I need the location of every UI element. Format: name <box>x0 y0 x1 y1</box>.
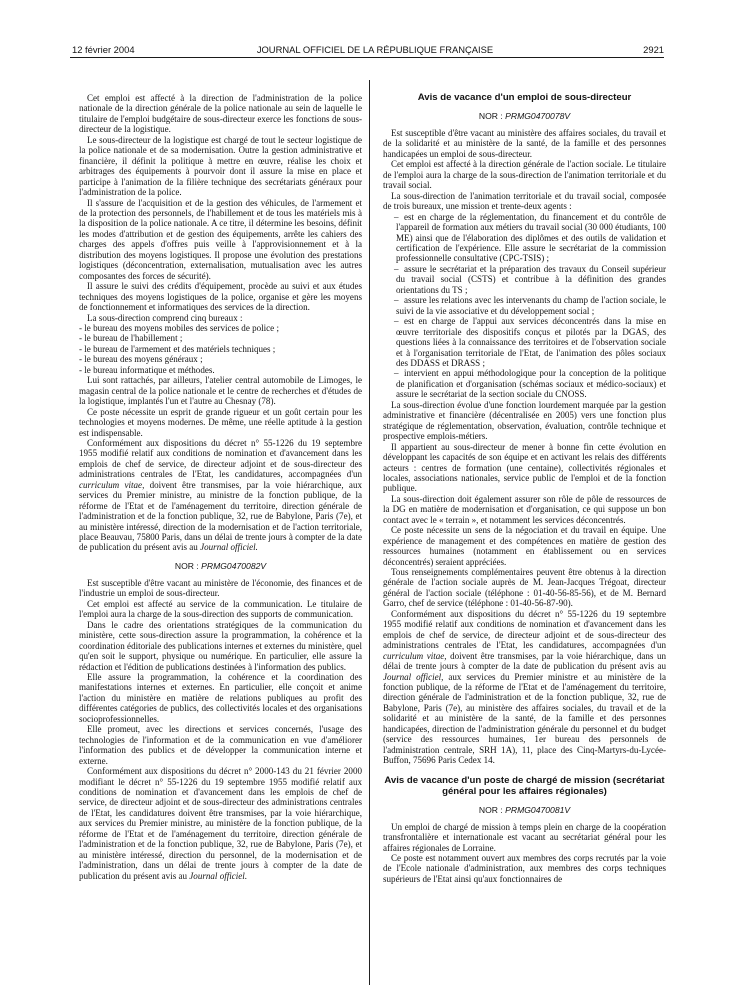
paragraph: Lui sont rattachés, par ailleurs, l'atelier central automobile de Limoges, le magasin central de la police nationale et le centre de recherches et d'études de la logistique, implantés l'un et l'autre au Chesnay (78). <box>79 375 362 407</box>
list-item: - le bureau informatique et méthodes. <box>79 364 215 375</box>
text-span: doivent être transmises, par la voie hiérarchique, aux services du Premier ministre, au ministre de la fonction publique, de la réforme de l'Etat et de l'aménagement du territoire, direction générale de l'administration et de la fonction publique, 32, rue de Babylone, Paris (7e), et au ministère intéressé, direction de la modernisation et de l'action territoriale, place Beauvau, 75800 Paris, dans un délai de trente jours à compter de la date de publication du présent avis au <box>79 479 362 553</box>
paragraph: Est susceptible d'être vacant au ministère des affaires sociales, du travail et de la solidarité et au ministère de la santé, de la famille et des personnes handicapées un emploi de sous-directeur. <box>383 128 666 159</box>
paragraph: La sous-direction comprend cinq bureaux : <box>87 312 243 323</box>
list-item: - le bureau de l'armement et des matériels techniques ; <box>79 343 276 354</box>
paragraph: Elle assure la programmation, la cohérence et la coordination des manifestations internes et externes. En particulier, elle conçoit et anime l'action du ministère en matière de relations publiques au profit des différentes catégories de publics, des collectivités locales et des organisations socioprofessionnelles. <box>79 672 362 724</box>
list-item: – est en charge de l'appui aux services déconcentrés dans la mise en œuvre territoriale des dispositifs conçus et pilotés par la DGAS, des questions liées à la connaissance des territoires et de l'observation sociale et à l'organisation territoriale de l'Etat, de l'animation des pôles sociaux des DDASS et DRASS ; <box>383 316 666 368</box>
italic-span: Journal officiel. <box>200 542 258 553</box>
candidature-paragraph <box>79 438 362 553</box>
candidature-paragraph <box>79 766 362 881</box>
text-span: Conformément aux dispositions du décret n° 55-1226 du 19 septembre 1955 modifié relatif aux conditions de nomination et d'avancement dans les emplois de chef de service, de directeur adjoint et de sous-directeur des administrations centrales de l'Etat, les candidatures, accompagnées d'un <box>79 437 362 480</box>
text-span: aux services du Premier ministre et au ministère de la fonction publique, de la réforme de l'Etat et de l'aménagement du territoire, direction générale de l'administration et de la fonction publique, 32, rue de Babylone, Paris (7e), au ministère des affaires sociales, du travail et de la solidarité et au ministère de la santé, de la famille et des personnes handicapées, direction de l'administration générale du personnel et du budget (service des ressources humaines, 1er bureau des personnels de l'administration centrale, SRH 1A), 11, place des Cinq-Martyrs-du-Lycée-Buffon, 75696 Paris Cedex 14. <box>383 671 666 766</box>
text-span: Conformément aux dispositions du décret n° 55-1226 du 19 septembre 1955 modifié relatif aux conditions de nomination et d'avancement dans les emplois de chef de service, de directeur adjoint et de sous-directeur des administrations centrales de l'Etat, les candidatures, accompagnées d'un <box>383 608 666 651</box>
notice-title: Avis de vacance d'un emploi de sous-directeur <box>417 92 632 103</box>
notice-title: Avis de vacance d'un poste de chargé de mission (secrétariat général pour les affaires régionales) <box>384 774 665 797</box>
paragraph: Il s'assure de l'acquisition et de la gestion des véhicules, de l'armement et de la protection des personnels, de l'habillement et de tous les matériels mis à la disposition de la police nationale. A ce titre, il détermine les besoins, définit les modes d'attribution et de gestion des équipements, arrête les cahiers des charges des appels d'offres puis veille à l'approvisionnement et à la distribution des moyens logistiques. Il propose une évolution des prestations logistiques (déconcentration, externalisation, mutualisation avec les autres composantes des forces de sécurité). <box>79 197 362 281</box>
column-divider <box>369 80 370 985</box>
nor-code: PRMG0470081V <box>505 804 571 815</box>
paragraph: Ce poste est notamment ouvert aux membres des corps recrutés par la voie de l'Ecole nationale d'administration, aux membres des corps techniques supérieurs de l'Etat ainsi qu'aux fonctionnaires de <box>383 853 666 884</box>
paragraph: Cet emploi est affecté à la direction de l'administration de la police nationale de la direction générale de la police nationale au sein de laquelle le titulaire de l'emploi budgétaire de sous-directeur exerce les fonctions de sous-directeur de la logistique. <box>79 93 362 135</box>
list-item: – intervient en appui méthodologique pour la conception de la politique de planification et d'organisation (schémas sociaux et médico-sociaux) et assure le secrétariat de la section sociale du CNOSS. <box>383 368 666 399</box>
italic-span: Journal officiel, <box>383 671 444 682</box>
text-span: Conformément aux dispositions du décret n° 2000-143 du 21 février 2000 modifiant le décret n° 55-1226 du 19 septembre 1955 modifié relatif aux conditions de nomination et d'avancement dans les emplois de chef de service, de directeur adjoint et de sous-directeur des administrations centrales de l'Etat, les candidatures doivent être transmises, par la voie hiérarchique, aux services du Premier ministre, au ministère de la fonction publique, de la réforme de l'Etat et de l'aménagement du territoire, direction générale de l'administration et de la fonction publique, 32, rue de Babylone, Paris (7e), et au ministère intéressé, direction du personnel, de la modernisation et de l'administration, dans un délai de trente jours à compter de la date de publication du présent avis au <box>79 766 362 881</box>
paragraph: Cet emploi est affecté à la direction générale de l'action sociale. Le titulaire de l'emploi aura la charge de la sous-direction de l'animation territoriale et du travail social. <box>383 159 666 191</box>
list-item: – assure le secrétariat et la préparation des travaux du Conseil supérieur du travail social (CSTS) et contribue à la définition des grandes orientations du TS ; <box>383 264 666 295</box>
paragraph: Dans le cadre des orientations stratégiques de la communication du ministère, cette sous-direction assure la programmation, la cohérence et la coordination éditoriale des publications internes et externes du ministère, quel qu'en soit le support, physique ou numérique. En particulier, elle assure la rédaction et l'édition de publications destinées à l'information des publics. <box>79 619 362 672</box>
paragraph: Ce poste nécessite un esprit de grande rigueur et un goût certain pour les technologies et moyens modernes. De même, une réelle aptitude à la gestion est indispensable. <box>79 406 362 438</box>
nor-code: PRMG0470082V <box>201 560 267 571</box>
paragraph: Ce poste nécessite un sens de la négociation et du travail en équipe. Une expérience de management et des compétences en matière de gestion des ressources humaines (notamment en établissement ou en services déconcentrés) seraient appréciées. <box>383 525 666 567</box>
italic-span: curriculum vitae, <box>79 479 145 490</box>
paragraph: Il assure le suivi des crédits d'équipement, procède au suivi et aux études techniques des moyens logistiques de la police, organise et gère les moyens de fonctionnement et informatiques des services de la direction. <box>79 281 362 313</box>
nor-label: NOR : <box>478 111 506 121</box>
header-page-number: 2921 <box>643 44 664 55</box>
paragraph: Un emploi de chargé de mission à temps plein en charge de la coopération transfrontalière et internationale est vacant au secrétariat général pour les affaires régionales de Lorraine. <box>383 821 666 853</box>
header-date: 12 février 2004 <box>72 44 135 55</box>
list-item: - le bureau des moyens mobiles des services de police ; <box>79 322 279 333</box>
paragraph: La sous-direction doit également assurer son rôle de pôle de ressources de la DG en matière de modernisation et d'organisation, ce qui suppose un bon contact avec le « terrain », et notamment les services déconcentrés. <box>383 493 666 525</box>
text-span: doivent être transmises, par la voie hiérarchique, dans un délai de trente jours à compter de la date de publication du présent avis au <box>383 650 667 672</box>
italic-span: Journal officiel. <box>189 870 248 881</box>
paragraph: Le sous-directeur de la logistique est chargé de tout le secteur logistique de la police nationale et de sa modernisation. Outre la gestion administrative et financière, il définit la politique à mettre en œuvre, réalise les choix et arbitrages des équipements à pourvoir dont il assure la mise en place et participe à l'animation de la filière technique des secrétariats généraux pour l'administration de la police. <box>79 134 362 198</box>
paragraph: La sous-direction évolue d'une fonction lourdement marquée par la gestion administrative et financière (décentralisée en 2005) vers une fonction plus stratégique de réglementation, observation, évaluation, contrôle technique et prospective emplois-métiers. <box>383 399 666 442</box>
nor-reference <box>383 805 666 815</box>
nor-label: NOR : <box>478 804 506 815</box>
paragraph: Cet emploi est affecté au service de la communication. Le titulaire de l'emploi aura la charge de la sous-direction des supports de communication. <box>79 598 362 620</box>
list-item: – est en charge de la réglementation, du financement et du contrôle de l'appareil de formation aux métiers du travail social (30 000 étudiants, 100 ME) ainsi que de l'élaboration des diplômes et des outils de validation et certification de l'expérience. Elle assure le secrétariat de la commission professionnelle consultative (CPC-TSIS) ; <box>383 212 666 264</box>
list-item: - le bureau des moyens généraux ; <box>79 354 203 365</box>
paragraph: Tous renseignements complémentaires peuvent être obtenus à la direction générale de l'action sociale auprès de M. Jean-Jacques Trégoat, directeur général de l'action sociale (téléphone : 01-40-56-85-56), et de M. Bernard Garro, chef de service (téléphone : 01-40-56-87-90). <box>383 567 666 609</box>
paragraph: Elle promeut, avec les directions et services concernés, l'usage des technologies de l'information et de la communication en vue d'améliorer l'information des publics et de développer la communication interne et externe. <box>79 724 362 766</box>
candidature-paragraph <box>383 609 666 766</box>
list-item: – assure les relations avec les intervenants du champ de l'action sociale, le suivi de la vie associative et du développement social ; <box>383 295 666 316</box>
header-rule <box>70 57 664 58</box>
italic-span: curriculum vitae, <box>383 650 447 661</box>
paragraph: Est susceptible d'être vacant au ministère de l'économie, des finances et de l'industrie un emploi de sous-directeur. <box>79 577 362 599</box>
left-column <box>79 93 362 881</box>
nor-reference <box>383 111 666 121</box>
nor-label: NOR : <box>174 560 202 571</box>
right-column <box>383 92 666 884</box>
paragraph: Il appartient au sous-directeur de mener à bonne fin cette évolution en développant les capacités de son équipe et en activant les relais des différents acteurs : centres de formation (une centaine), collectivités régionales et locales, associations nationales, service public de l'emploi et de la fonction publique. <box>383 441 666 494</box>
header-journal-title: JOURNAL OFFICIEL DE LA RÉPUBLIQUE FRANÇAISE <box>256 44 494 55</box>
list-item: - le bureau de l'habillement ; <box>79 333 183 344</box>
paragraph: La sous-direction de l'animation territoriale et du travail social, composée de trois bureaux, une mission et trente-deux agents : <box>383 190 666 212</box>
nor-reference <box>79 561 362 571</box>
nor-code: PRMG0470078V <box>505 111 571 121</box>
